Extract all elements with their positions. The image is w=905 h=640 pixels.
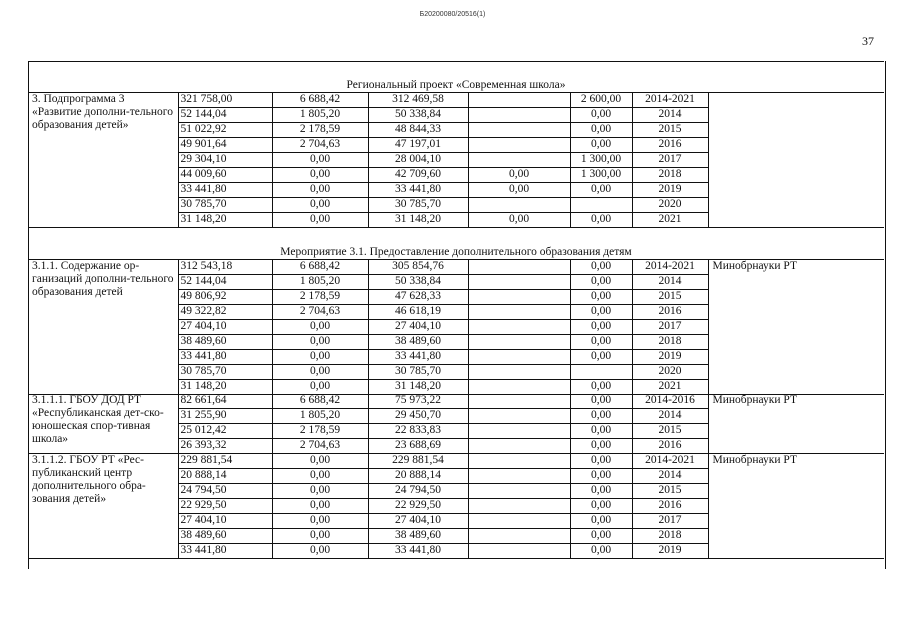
period-cell: 2015 (632, 123, 708, 138)
total-cell: 31 148,20 (178, 380, 272, 395)
federal-cell: 2 178,59 (272, 123, 368, 138)
federal-cell: 0,00 (272, 183, 368, 198)
other-cell: 2 600,00 (570, 93, 632, 108)
period-cell: 2017 (632, 320, 708, 335)
regional-cell: 28 004,10 (368, 153, 468, 168)
local-cell (468, 153, 570, 168)
federal-cell: 0,00 (272, 514, 368, 529)
period-cell: 2015 (632, 484, 708, 499)
period-cell: 2016 (632, 138, 708, 153)
regional-cell: 31 148,20 (368, 213, 468, 228)
period-cell: 2014-2021 (632, 454, 708, 469)
regional-cell: 33 441,80 (368, 183, 468, 198)
federal-cell: 0,00 (272, 469, 368, 484)
period-cell: 2018 (632, 529, 708, 544)
other-cell: 0,00 (570, 260, 632, 275)
federal-cell: 6 688,42 (272, 93, 368, 108)
regional-cell: 27 404,10 (368, 514, 468, 529)
local-cell (468, 394, 570, 409)
other-cell: 0,00 (570, 183, 632, 198)
other-cell: 0,00 (570, 275, 632, 290)
federal-cell: 0,00 (272, 320, 368, 335)
other-cell: 0,00 (570, 108, 632, 123)
other-cell: 0,00 (570, 123, 632, 138)
federal-cell: 2 704,63 (272, 439, 368, 454)
total-cell: 31 255,90 (178, 409, 272, 424)
local-cell (468, 499, 570, 514)
table-row (28, 93, 884, 108)
period-cell: 2019 (632, 183, 708, 198)
other-cell: 0,00 (570, 305, 632, 320)
federal-cell: 0,00 (272, 454, 368, 469)
regional-cell: 30 785,70 (368, 198, 468, 213)
regional-cell: 38 489,60 (368, 529, 468, 544)
local-cell: 0,00 (468, 168, 570, 183)
period-cell: 2014-2021 (632, 93, 708, 108)
local-cell (468, 198, 570, 213)
table-top-border (28, 61, 884, 62)
total-cell: 312 543,18 (178, 260, 272, 275)
period-cell: 2020 (632, 198, 708, 213)
regional-cell: 50 338,84 (368, 275, 468, 290)
federal-cell: 0,00 (272, 365, 368, 380)
other-cell: 0,00 (570, 424, 632, 439)
total-cell: 82 661,64 (178, 394, 272, 409)
executor-cell: Минобрнауки РТ (708, 394, 884, 454)
program-name: 3.1.1. Содержание ор-ганизаций дополни-тельного образования детей (28, 260, 178, 395)
program-name: 3.1.1.1. ГБОУ ДОД РТ «Республиканская дет-ско-юношеская спор-тивная школа» (28, 394, 178, 454)
period-cell: 2014 (632, 108, 708, 123)
local-cell (468, 380, 570, 395)
period-cell: 2018 (632, 168, 708, 183)
other-cell: 0,00 (570, 320, 632, 335)
total-cell: 51 022,92 (178, 123, 272, 138)
local-cell (468, 260, 570, 275)
regional-cell: 312 469,58 (368, 93, 468, 108)
period-cell: 2019 (632, 350, 708, 365)
period-cell: 2018 (632, 335, 708, 350)
period-cell: 2017 (632, 514, 708, 529)
table-row (28, 260, 884, 275)
regional-cell: 305 854,76 (368, 260, 468, 275)
regional-cell: 47 197,01 (368, 138, 468, 153)
local-cell (468, 290, 570, 305)
local-cell (468, 514, 570, 529)
regional-cell: 50 338,84 (368, 108, 468, 123)
regional-cell: 48 844,33 (368, 123, 468, 138)
local-cell: 0,00 (468, 213, 570, 228)
regional-cell: 38 489,60 (368, 335, 468, 350)
executor-cell: Минобрнауки РТ (708, 454, 884, 559)
federal-cell: 2 704,63 (272, 305, 368, 320)
local-cell (468, 544, 570, 559)
total-cell: 321 758,00 (178, 93, 272, 108)
section-regional-project: Региональный проект «Современная школа» (346, 79, 566, 91)
local-cell (468, 484, 570, 499)
period-cell: 2021 (632, 213, 708, 228)
federal-cell: 1 805,20 (272, 275, 368, 290)
other-cell: 1 300,00 (570, 168, 632, 183)
total-cell: 49 901,64 (178, 138, 272, 153)
local-cell (468, 454, 570, 469)
other-cell: 0,00 (570, 335, 632, 350)
other-cell: 0,00 (570, 469, 632, 484)
other-cell: 0,00 (570, 350, 632, 365)
regional-cell: 33 441,80 (368, 544, 468, 559)
document-id: Б20200080/20516(1) (419, 11, 486, 18)
other-cell: 0,00 (570, 544, 632, 559)
regional-cell: 24 794,50 (368, 484, 468, 499)
total-cell: 27 404,10 (178, 514, 272, 529)
period-cell: 2014 (632, 275, 708, 290)
period-cell: 2016 (632, 305, 708, 320)
federal-cell: 0,00 (272, 484, 368, 499)
regional-cell: 29 450,70 (368, 409, 468, 424)
regional-cell: 22 929,50 (368, 499, 468, 514)
other-cell (570, 198, 632, 213)
local-cell (468, 335, 570, 350)
federal-cell: 2 178,59 (272, 424, 368, 439)
period-cell: 2016 (632, 499, 708, 514)
regional-cell: 33 441,80 (368, 350, 468, 365)
regional-cell: 47 628,33 (368, 290, 468, 305)
period-cell: 2021 (632, 380, 708, 395)
local-cell (468, 365, 570, 380)
total-cell: 33 441,80 (178, 544, 272, 559)
table-block-3-1-1 (28, 259, 884, 395)
regional-cell: 23 688,69 (368, 439, 468, 454)
program-name: 3.1.1.2. ГБОУ РТ «Рес-публиканский центр дополнительного обра-зования детей» (28, 454, 178, 559)
other-cell: 0,00 (570, 138, 632, 153)
local-cell (468, 93, 570, 108)
period-cell: 2014-2016 (632, 394, 708, 409)
section-measure-3-1: Мероприятие 3.1. Предоставление дополнительного образования детям (280, 246, 632, 258)
total-cell: 27 404,10 (178, 320, 272, 335)
local-cell (468, 123, 570, 138)
other-cell: 0,00 (570, 290, 632, 305)
other-cell: 0,00 (570, 454, 632, 469)
program-name: 3. Подпрограмма 3 «Развитие дополни-тельного образования детей» (28, 93, 178, 228)
federal-cell: 0,00 (272, 198, 368, 213)
regional-cell: 46 618,19 (368, 305, 468, 320)
other-cell: 0,00 (570, 484, 632, 499)
other-cell: 0,00 (570, 529, 632, 544)
table-block-subprogram3 (28, 92, 884, 228)
regional-cell: 229 881,54 (368, 454, 468, 469)
period-cell: 2014 (632, 469, 708, 484)
total-cell: 33 441,80 (178, 350, 272, 365)
other-cell: 0,00 (570, 394, 632, 409)
total-cell: 22 929,50 (178, 499, 272, 514)
total-cell: 49 806,92 (178, 290, 272, 305)
regional-cell: 31 148,20 (368, 380, 468, 395)
regional-cell: 42 709,60 (368, 168, 468, 183)
local-cell (468, 529, 570, 544)
total-cell: 38 489,60 (178, 529, 272, 544)
federal-cell: 6 688,42 (272, 260, 368, 275)
total-cell: 52 144,04 (178, 275, 272, 290)
period-cell: 2014-2021 (632, 260, 708, 275)
table-block-3-1-1-1 (28, 394, 884, 454)
federal-cell: 0,00 (272, 380, 368, 395)
other-cell: 0,00 (570, 409, 632, 424)
federal-cell: 0,00 (272, 544, 368, 559)
total-cell: 29 304,10 (178, 153, 272, 168)
total-cell: 44 009,60 (178, 168, 272, 183)
local-cell (468, 305, 570, 320)
other-cell: 0,00 (570, 514, 632, 529)
local-cell (468, 138, 570, 153)
federal-cell: 0,00 (272, 213, 368, 228)
other-cell (570, 365, 632, 380)
total-cell: 30 785,70 (178, 198, 272, 213)
total-cell: 31 148,20 (178, 213, 272, 228)
federal-cell: 0,00 (272, 153, 368, 168)
federal-cell: 2 704,63 (272, 138, 368, 153)
regional-cell: 30 785,70 (368, 365, 468, 380)
executor-cell (708, 93, 884, 228)
executor-cell: Минобрнауки РТ (708, 260, 884, 395)
total-cell: 52 144,04 (178, 108, 272, 123)
table-block-3-1-1-2 (28, 454, 884, 559)
other-cell: 0,00 (570, 439, 632, 454)
local-cell (468, 350, 570, 365)
period-cell: 2015 (632, 290, 708, 305)
total-cell: 49 322,82 (178, 305, 272, 320)
regional-cell: 27 404,10 (368, 320, 468, 335)
other-cell: 0,00 (570, 213, 632, 228)
regional-cell: 20 888,14 (368, 469, 468, 484)
other-cell: 1 300,00 (570, 153, 632, 168)
federal-cell: 0,00 (272, 335, 368, 350)
other-cell: 0,00 (570, 499, 632, 514)
federal-cell: 0,00 (272, 350, 368, 365)
federal-cell: 0,00 (272, 168, 368, 183)
local-cell: 0,00 (468, 183, 570, 198)
period-cell: 2015 (632, 424, 708, 439)
federal-cell: 1 805,20 (272, 409, 368, 424)
total-cell: 20 888,14 (178, 469, 272, 484)
table-row (28, 454, 884, 469)
total-cell: 24 794,50 (178, 484, 272, 499)
total-cell: 25 012,42 (178, 424, 272, 439)
local-cell (468, 439, 570, 454)
federal-cell: 1 805,20 (272, 108, 368, 123)
local-cell (468, 320, 570, 335)
local-cell (468, 409, 570, 424)
total-cell: 26 393,32 (178, 439, 272, 454)
page-number: 37 (862, 34, 874, 48)
local-cell (468, 108, 570, 123)
local-cell (468, 275, 570, 290)
total-cell: 33 441,80 (178, 183, 272, 198)
period-cell: 2014 (632, 409, 708, 424)
local-cell (468, 424, 570, 439)
local-cell (468, 469, 570, 484)
federal-cell: 0,00 (272, 529, 368, 544)
total-cell: 38 489,60 (178, 335, 272, 350)
period-cell: 2020 (632, 365, 708, 380)
federal-cell: 6 688,42 (272, 394, 368, 409)
federal-cell: 2 178,59 (272, 290, 368, 305)
period-cell: 2019 (632, 544, 708, 559)
federal-cell: 0,00 (272, 499, 368, 514)
total-cell: 30 785,70 (178, 365, 272, 380)
regional-cell: 75 973,22 (368, 394, 468, 409)
period-cell: 2017 (632, 153, 708, 168)
regional-cell: 22 833,83 (368, 424, 468, 439)
table-row (28, 394, 884, 409)
period-cell: 2016 (632, 439, 708, 454)
other-cell: 0,00 (570, 380, 632, 395)
total-cell: 229 881,54 (178, 454, 272, 469)
